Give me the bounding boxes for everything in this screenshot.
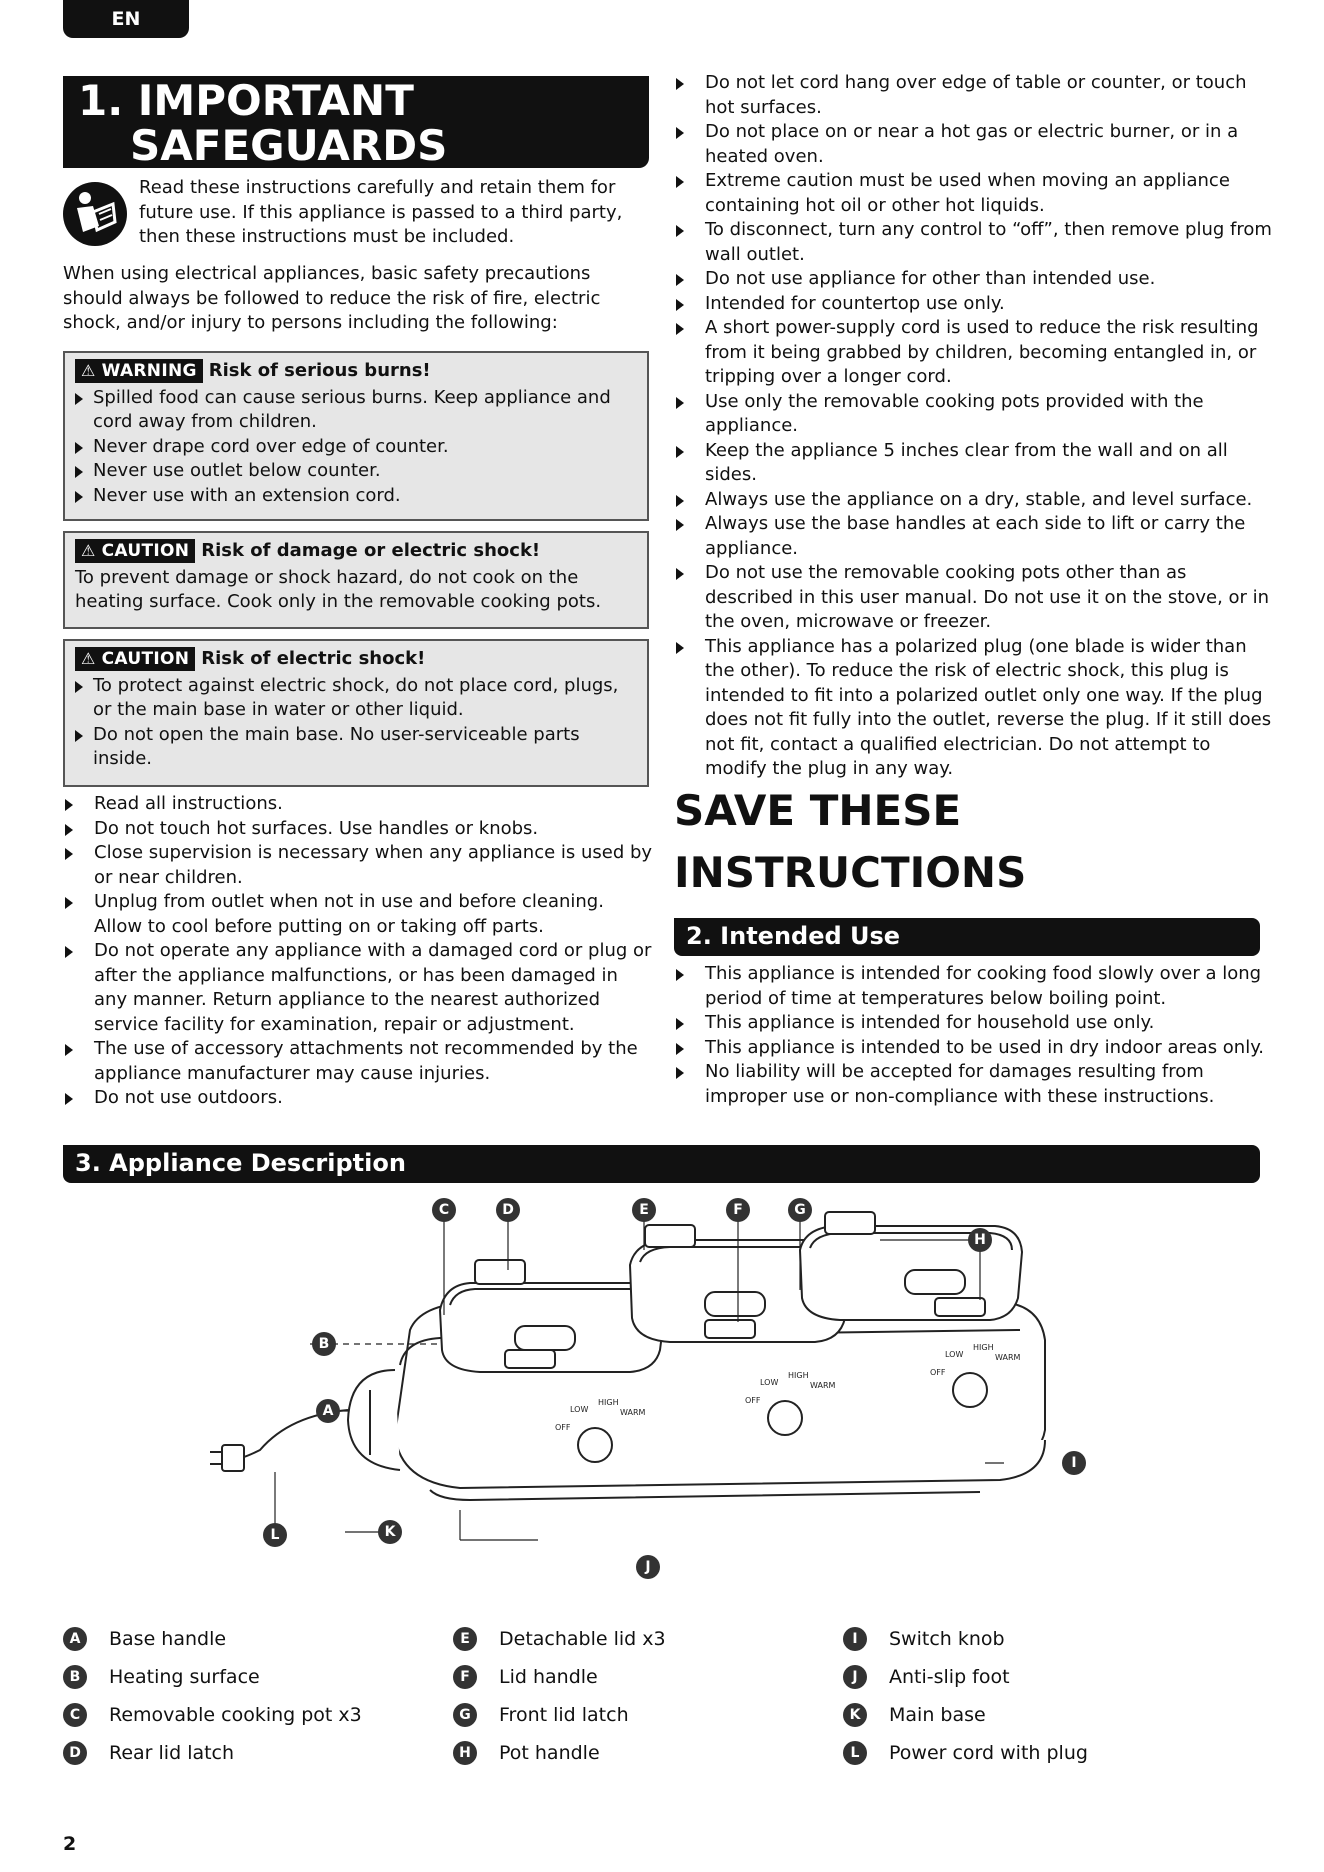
list-item: Read all instructions. [63,792,653,817]
callout-g: G [788,1198,812,1222]
knob-off-label: OFF [930,1368,946,1377]
base-handle-shape [348,1370,400,1470]
list-item: This appliance is intended for household use only. [674,1011,1274,1036]
warning-triangle-icon: ⚠ [81,541,96,560]
warning-triangle-icon: ⚠ [81,649,96,668]
intended-use-list [674,962,1274,1109]
caution-badge: ⚠ CAUTION [75,647,195,671]
section1-title-line2: SAFEGUARDS [130,121,448,170]
intro-text: Read these instructions carefully and retain them for future use. If this appliance is passed to a third party, then these instructions must be included. [139,177,623,247]
section2-title: 2. Intended Use [674,918,1260,956]
warning-badge: ⚠ WARNING [75,359,203,383]
legend-letter: C [63,1703,87,1727]
legend-letter: E [453,1627,477,1651]
list-item: This appliance has a polarized plug (one blade is wider than the other). To reduce the risk of electric shock, this plug is intended to fit into a polarized outlet only one way. If the plug does not fit fully into the outlet, reverse the plug. If it still does not fit, contact a qualified electrician. Do not attempt to modify the plug in any way. [674,635,1274,782]
section1-title-line1: 1. IMPORTANT [78,76,414,125]
list-item: Do not use the removable cooking pots other than as described in this user manual. Do not use it on the stove, or in the oven, microwave or freezer. [674,561,1274,635]
knob-off-label: OFF [555,1423,571,1432]
list-item: No liability will be accepted for damages resulting from improper use or non-compliance with these instructions. [674,1060,1274,1109]
legend-label: Front lid latch [499,1703,629,1726]
section1-title [63,76,649,168]
list-item: Spilled food can cause serious burns. Keep appliance and cord away from children. [75,386,639,435]
list-item: Always use the base handles at each side to lift or carry the appliance. [674,512,1274,561]
list-item: The use of accessory attachments not recommended by the appliance manufacturer may cause injuries. [63,1037,653,1086]
read-manual-icon [63,182,127,246]
page-number: 2 [63,1833,77,1855]
legend-item [843,1696,1223,1734]
plug-shape [222,1445,244,1471]
knob-low-label: LOW [570,1405,589,1414]
knob-middle [768,1401,802,1435]
save-line1: SAVE THESE [674,786,962,835]
legend-item [63,1620,443,1658]
knob-warm-label: WARM [620,1408,646,1417]
legend-letter: A [63,1627,87,1651]
legend-letter: G [453,1703,477,1727]
legend-label: Power cord with plug [889,1741,1088,1764]
list-item: Never use with an extension cord. [75,484,639,509]
section3-title: 3. Appliance Description [63,1145,1260,1183]
legend-label: Heating surface [109,1665,260,1688]
legend-label: Rear lid latch [109,1741,235,1764]
legend-label: Base handle [109,1627,227,1650]
legend-item [843,1734,1223,1772]
legend-letter: K [843,1703,867,1727]
general-precautions-text: When using electrical appliances, basic safety precautions should always be followed to reduce the risk of fire, electric shock, and/or injury to persons including the following: [63,263,601,333]
legend-letter: I [843,1627,867,1651]
legend-item [453,1658,833,1696]
legend-item [843,1620,1223,1658]
list-item: Do not let cord hang over edge of table or counter, or touch hot surfaces. [674,71,1274,120]
callout-b: B [312,1332,336,1356]
appliance-diagram [200,1190,1100,1600]
callout-i: I [1062,1451,1086,1475]
list-item: This appliance is intended to be used in dry indoor areas only. [674,1036,1274,1061]
knob-left [578,1428,612,1462]
knob-right [953,1373,987,1407]
list-item: To protect against electric shock, do not place cord, plugs, or the main base in water or other liquid. [75,674,639,723]
list-item: Never drape cord over edge of counter. [75,435,639,460]
legend-item [453,1620,833,1658]
list-item: Do not open the main base. No user-serviceable parts inside. [75,723,639,772]
legend-label: Switch knob [889,1627,1005,1650]
knob-warm-label: WARM [810,1381,836,1390]
list-item: Use only the removable cooking pots provided with the appliance. [674,390,1274,439]
legend-letter: H [453,1741,477,1765]
knob-low-label: LOW [945,1350,964,1359]
list-item: A short power-supply cord is used to reduce the risk resulting from it being grabbed by children, becoming entangled in, or tripping over a longer cord. [674,316,1274,390]
callout-h: H [968,1228,992,1252]
list-item: Never use outlet below counter. [75,459,639,484]
list-item: Do not operate any appliance with a damaged cord or plug or after the appliance malfunctions, or has been damaged in any manner. Return appliance to the nearest authorized service facility for examination, repair or adjustment. [63,939,653,1037]
warning-box [63,351,649,521]
legend-label: Main base [889,1703,986,1726]
caution-text: To prevent damage or shock hazard, do not cook on the heating surface. Cook only in the removable cooking pots. [75,566,602,612]
knob-low-label: LOW [760,1378,779,1387]
warning-triangle-icon: ⚠ [81,361,96,380]
caution-title: Risk of damage or electric shock! [201,540,541,561]
list-item: To disconnect, turn any control to “off”, then remove plug from wall outlet. [674,218,1274,267]
list-item: Do not place on or near a hot gas or electric burner, or in a heated oven. [674,120,1274,169]
legend-item [453,1696,833,1734]
callout-k: K [378,1520,402,1544]
safeguards-list-left [63,792,653,1111]
legend-label: Detachable lid x3 [499,1627,666,1650]
save-line2: INSTRUCTIONS [674,848,1027,897]
list-item: Do not touch hot surfaces. Use handles or knobs. [63,817,653,842]
knob-high-label: HIGH [598,1398,619,1407]
language-code: EN [111,7,141,30]
list-item: Intended for countertop use only. [674,292,1274,317]
callout-a: A [316,1399,340,1423]
warning-title: Risk of serious burns! [208,360,431,381]
legend-column-3 [843,1620,1223,1772]
list-item: Keep the appliance 5 inches clear from the wall and on all sides. [674,439,1274,488]
list-item: Unplug from outlet when not in use and before cleaning. Allow to cool before putting on or taking off parts. [63,890,653,939]
callout-e: E [632,1198,656,1222]
callout-l: L [263,1523,287,1547]
legend-letter: L [843,1741,867,1765]
legend-column-1 [63,1620,443,1772]
legend-letter: D [63,1741,87,1765]
legend-item [453,1734,833,1772]
list-item: Extreme caution must be used when moving an appliance containing hot oil or other hot liquids. [674,169,1274,218]
pot-right [800,1212,1022,1320]
legend-label: Removable cooking pot x3 [109,1703,362,1726]
legend-item [63,1658,443,1696]
knob-off-label: OFF [745,1396,761,1405]
legend-label: Pot handle [499,1741,600,1764]
list-item: Always use the appliance on a dry, stable, and level surface. [674,488,1274,513]
legend-item [843,1658,1223,1696]
knob-warm-label: WARM [995,1353,1021,1362]
callout-c: C [432,1198,456,1222]
list-item: Do not use appliance for other than intended use. [674,267,1274,292]
legend-letter: F [453,1665,477,1689]
safeguards-list-right [674,71,1274,782]
caution-title: Risk of electric shock! [201,648,426,669]
caution-box-shock [63,639,649,787]
callout-j: J [636,1555,660,1579]
legend-item [63,1696,443,1734]
legend-label: Lid handle [499,1665,598,1688]
legend-column-2 [453,1620,833,1772]
list-item: Close supervision is necessary when any appliance is used by or near children. [63,841,653,890]
legend-item [63,1734,443,1772]
save-instructions-heading [674,780,1274,904]
list-item: This appliance is intended for cooking food slowly over a long period of time at temperatures below boiling point. [674,962,1274,1011]
language-tab [63,0,189,38]
callout-d: D [496,1198,520,1222]
list-item: Do not use outdoors. [63,1086,653,1111]
caution-badge: ⚠ CAUTION [75,539,195,563]
legend-letter: B [63,1665,87,1689]
legend-letter: J [843,1665,867,1689]
legend-label: Anti-slip foot [889,1665,1010,1688]
knob-high-label: HIGH [973,1343,994,1352]
caution-box-damage [63,531,649,629]
callout-f: F [726,1198,750,1222]
knob-high-label: HIGH [788,1371,809,1380]
